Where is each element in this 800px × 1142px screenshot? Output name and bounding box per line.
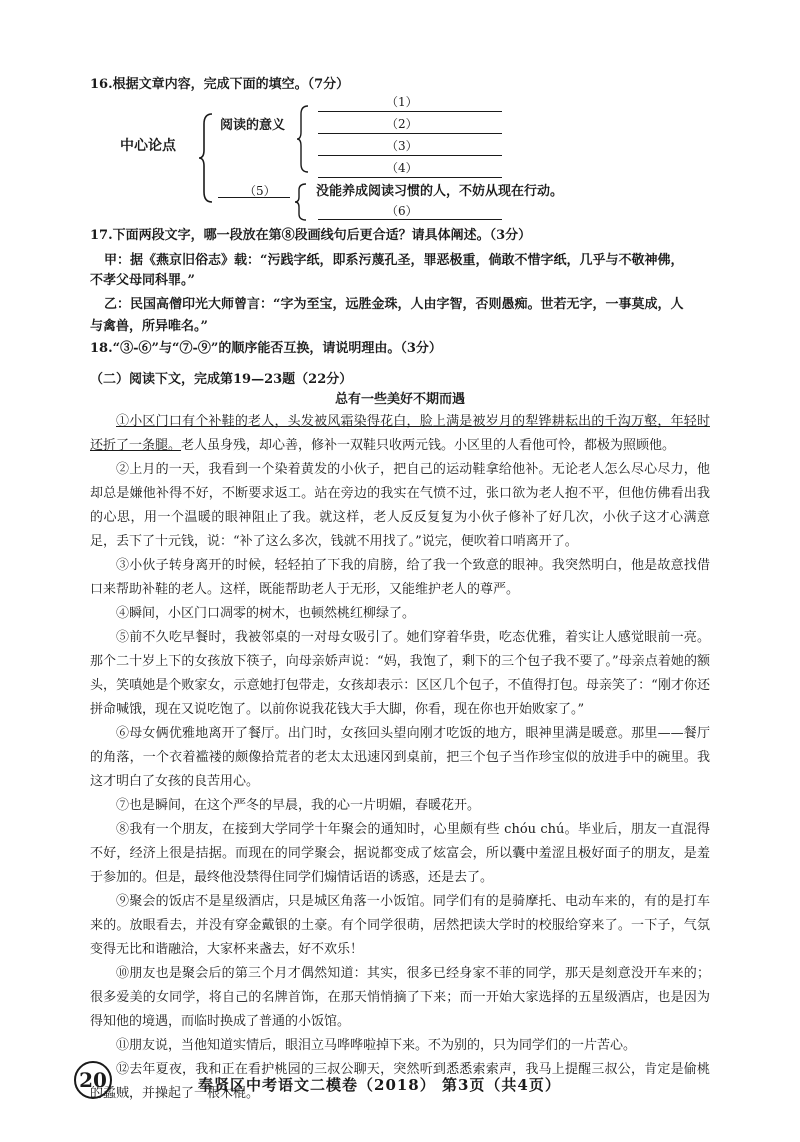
q17-option-yi-cont: 与禽兽，所异唯名。” <box>90 319 208 334</box>
paragraph-4: ④瞬间，小区门口凋零的树木，也顿然桃红柳绿了。 <box>116 606 416 621</box>
paragraph-10: ⑩朋友也是聚会后的第三个月才偶然知道：其实，很多已经身家不菲的同学，那天是刻意没开车来的；很多爱美的女同学，将自己的名牌首饰，在那天悄悄摘了下来；而一开始大家选择的五星级酒店，也是因为得知他的境遇，而临时换成了普通的小饭馆。 <box>90 966 710 1029</box>
q17-prompt: 17.下面两段文字，哪一段放在第⑧段画线句后更合适？请具体阐述。（3分） <box>90 228 532 243</box>
right-brace-icon <box>296 104 310 174</box>
blank-3-line[interactable] <box>318 155 502 156</box>
q17-option-jia-cont: 不孝父母同科罪。” <box>90 273 195 288</box>
central-argument-label: 中心论点 <box>120 138 176 154</box>
reading-meaning-label: 阅读的意义 <box>220 118 286 133</box>
q17-option-jia: 甲：据《燕京旧俗志》载：“污践字纸，即系污蔑孔圣，罪恶极重，倘敢不惜字纸，几乎与不敬神佛， <box>104 253 684 268</box>
blank-2-number: （2） <box>386 117 418 131</box>
q16-advice: 没能养成阅读习惯的人，不妨从现在行动。 <box>316 184 564 199</box>
article-body <box>90 410 710 1106</box>
paragraph-3: ③小伙子转身离开的时候，轻轻拍了下我的肩膀，给了我一个致意的眼神。我突然明白，他是故意找借口来帮助补鞋的老人。这样，既能帮助老人于无形，又能维护老人的尊严。 <box>90 558 710 597</box>
blank-1-line[interactable] <box>318 111 502 112</box>
paragraph-1-underlined-cont: 还折了一条腿。 <box>90 438 182 453</box>
blank-6-line[interactable] <box>318 219 502 220</box>
q17-option-yi: 乙：民国高僧印光大师曾言：“字为至宝，远胜金珠，人由字智，否则愚痴。世若无字，一事莫成，人 <box>104 297 684 312</box>
blank-3-number: （3） <box>386 139 418 153</box>
page-badge: 20 <box>74 1061 112 1099</box>
blank-4-number: （4） <box>386 161 418 175</box>
paragraph-1-underlined: ①小区门口有个补鞋的老人，头发被风霜染得花白，脸上满是被岁月的犁铧耕耘出的千沟万壑，年轻时 <box>116 414 710 429</box>
blank-5-number: （5） <box>244 184 276 198</box>
paragraph-12: ⑫去年夏夜，我和正在看护桃园的三叔公聊天，突然听到悉悉索索声，我马上提醒三叔公，肯定是偷桃的蟊贼，并操起了一根木棍。 <box>90 1062 710 1101</box>
paragraph-7: ⑦也是瞬间，在这个严冬的早晨，我的心一片明媚，春暖花开。 <box>116 798 481 813</box>
paragraph-5: ⑤前不久吃早餐时，我被邻桌的一对母女吸引了。她们穿着华贵，吃态优雅，着实让人感觉眼前一亮。那个二十岁上下的女孩放下筷子，向母亲娇声说：“妈，我饱了，剩下的三个包子我不要了。”母亲点着她的额头，笑嗔她是个败家女，示意她打包带走，女孩却表示：区区几个包子，不值得打包。母亲笑了：“刚才你还拼命喊饿，现在又说吃饱了。以前你说我花钱大手大脚，你看，现在你也开始败家了。” <box>90 630 710 717</box>
section-header: （二）阅读下文，完成第19—23题（22分） <box>90 372 353 387</box>
blank-6-number: （6） <box>386 204 418 218</box>
paragraph-9: ⑨聚会的饭店不是星级酒店，只是城区角落一小饭馆。同学们有的是骑摩托、电动车来的，有的是打车来的。放眼看去，并没有穿金戴银的土豪。有个同学很萌，居然把读大学时的校服给穿来了。一下子，气氛变得无比和谐融洽，大家杯来盏去，好不欢乐！ <box>90 894 710 957</box>
paragraph-6: ⑥母女俩优雅地离开了餐厅。出门时，女孩回头望向刚才吃饭的地方，眼神里满是暖意。那里——餐厅的角落，一个衣着褴褛的颇像拾荒者的老太太迅速冈到桌前，把三个包子当作珍宝似的放进手中的碗里。我这才明白了女孩的良苦用心。 <box>90 726 710 789</box>
blank-1-number: （1） <box>386 95 418 109</box>
paragraph-2: ②上月的一天，我看到一个染着黄发的小伙子，把自己的运动鞋拿给他补。无论老人怎么尽心尽力，他却总是嫌他补得不好，不断要求返工。站在旁边的我实在气愤不过，张口欲为老人抱不平，但他仿佛看出我的心思，用一个温暖的眼神阻止了我。就这样，老人反反复复为小伙子修补了好几次，小伙子这才心满意足，丢下了十元钱，说：“补了这么多次，钱就不用找了。”说完，便吹着口哨离开了。 <box>90 462 710 549</box>
q16-prompt: 16.根据文章内容，完成下面的填空。（7分） <box>90 77 350 92</box>
small-brace-icon <box>294 182 308 222</box>
blank-2-line[interactable] <box>318 133 502 134</box>
page-footer: 奉贤区中考语文二模卷（2018） 第3页（共4页） <box>198 1076 561 1094</box>
q18-prompt: 18.“③-⑥”与“⑦-⑨”的顺序能否互换，请说明理由。（3分） <box>90 341 442 356</box>
blank-4-line[interactable] <box>318 177 502 178</box>
paragraph-8: ⑧我有一个朋友，在接到大学同学十年聚会的通知时，心里颇有些 chóu chú。毕业后，朋友一直混得不好，经济上很是拮据。而现在的同学聚会，据说都变成了炫富会，所以囊中羞涩且极好面子的朋友，是羞于参加的。但是，最终他没禁得住同学们煽情话语的诱惑，还是去了。 <box>90 822 710 885</box>
paragraph-11: ⑪朋友说，当他知道实情后，眼泪立马哗哗啦掉下来。不为别的，只为同学们的一片苦心。 <box>116 1038 637 1053</box>
article-title: 总有一些美好不期而遇 <box>334 392 465 407</box>
paragraph-1-rest: 老人虽身残，却心善，修补一双鞋只收两元钱。小区里的人看他可怜，都极为照顾他。 <box>181 438 676 453</box>
left-brace-icon <box>198 112 214 204</box>
